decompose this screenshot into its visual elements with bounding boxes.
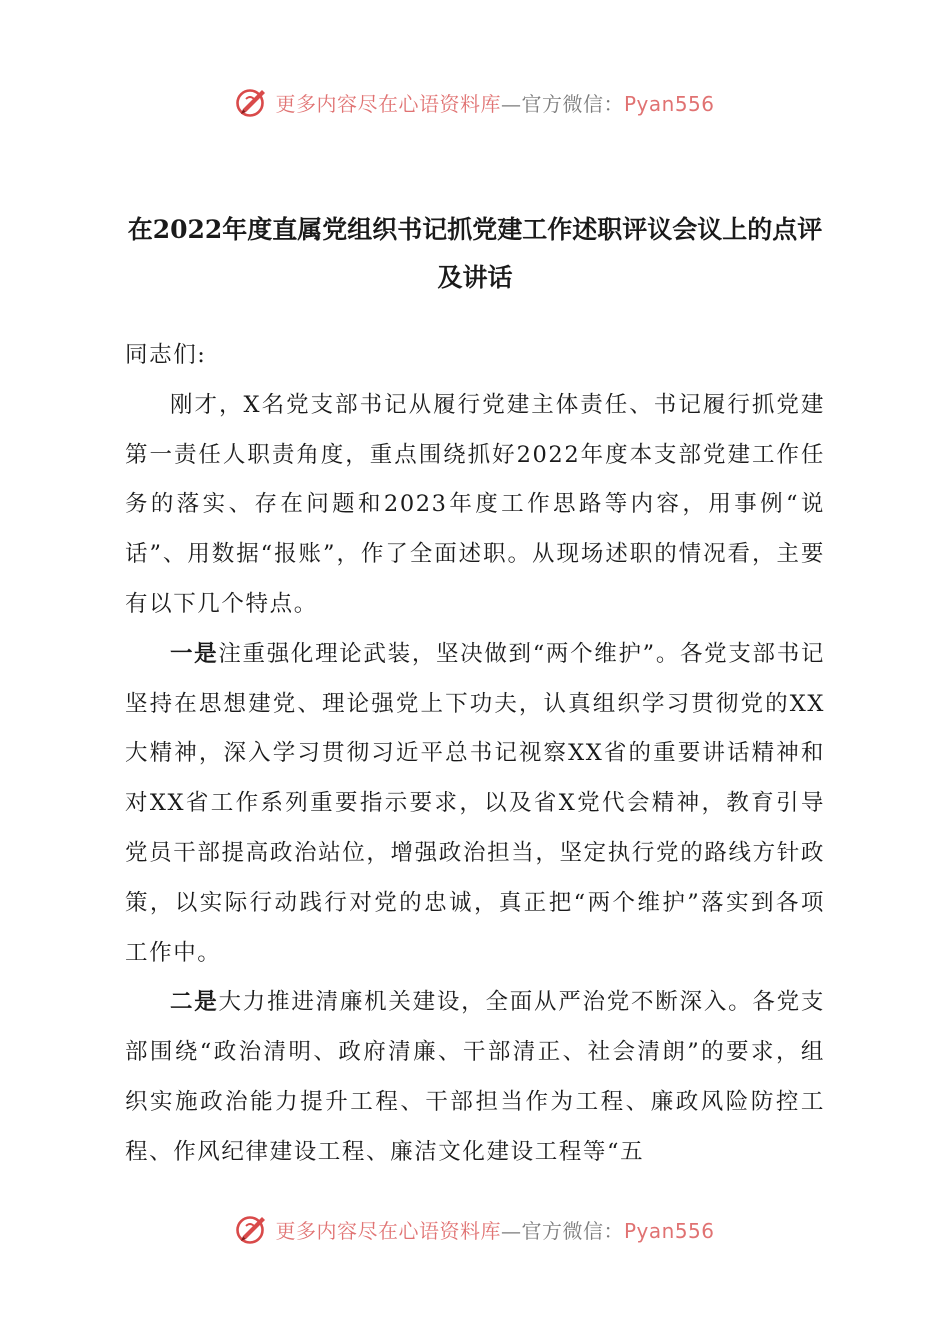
paragraph-1 bbox=[125, 381, 825, 630]
paragraph-2-text: 注重强化理论武装，坚决做到“两个维护”。各党支部书记坚持在思想建党、理论强党上下功夫，认真组织学习贯彻党的XX大精神，深入学习贯彻习近平总书记视察XX省的重要讲话精神和对XX省工作系列重要指示要求，以及省X党代会精神，教育引导党员干部提高政治站位，增强政治担当，坚定执行党的路线方针政策，以实际行动践行对党的忠诚，真正把“两个维护”落实到各项工作中。 bbox=[125, 640, 826, 966]
paragraph-3 bbox=[125, 978, 825, 1177]
footer-watermark bbox=[0, 1209, 950, 1249]
paragraph-2 bbox=[125, 630, 825, 979]
header-watermark bbox=[0, 82, 950, 122]
watermark-brand: 更多内容尽在心语资料库 bbox=[275, 1218, 501, 1243]
watermark-brand: 更多内容尽在心语资料库 bbox=[275, 91, 501, 116]
watermark-text bbox=[275, 88, 714, 117]
watermark-dash: — bbox=[500, 91, 522, 116]
document-body bbox=[125, 331, 825, 1178]
paragraph-3-lead: 二是 bbox=[170, 989, 219, 1016]
watermark-contact-label: 官方微信： bbox=[521, 91, 624, 116]
salutation: 同志们: bbox=[125, 342, 207, 368]
paragraph-2-lead: 一是 bbox=[170, 640, 219, 667]
pen-nib-logo-icon bbox=[235, 1212, 269, 1246]
watermark-dash: — bbox=[500, 1218, 522, 1243]
paragraph-1-text: 刚才，X名党支部书记从履行党建主体责任、书记履行抓党建第一责任人职责角度，重点围绕抓好2022年度本支部党建工作任务的落实、存在问题和2023年度工作思路等内容，用事例“说话”、用数据“报账”，作了全面述职。从现场述职的情况看，主要有以下几个特点。 bbox=[125, 391, 825, 617]
watermark-contact-id: Pyan556 bbox=[623, 91, 715, 116]
watermark-contact-id: Pyan556 bbox=[623, 1218, 715, 1243]
watermark-text bbox=[275, 1215, 714, 1244]
watermark-contact-label: 官方微信： bbox=[521, 1218, 624, 1243]
pen-nib-logo-icon bbox=[235, 85, 269, 119]
document-title: 在2022年度直属党组织书记抓党建工作述职评议会议上的点评及讲话 bbox=[127, 215, 823, 292]
paragraph-3-text: 大力推进清廉机关建设，全面从严治党不断深入。各党支部围绕“政治清明、政府清廉、干部清正、社会清朗”的要求，组织实施政治能力提升工程、干部担当作为工程、廉政风险防控工程、作风纪律建设工程、廉洁文化建设工程等“五 bbox=[125, 989, 825, 1165]
